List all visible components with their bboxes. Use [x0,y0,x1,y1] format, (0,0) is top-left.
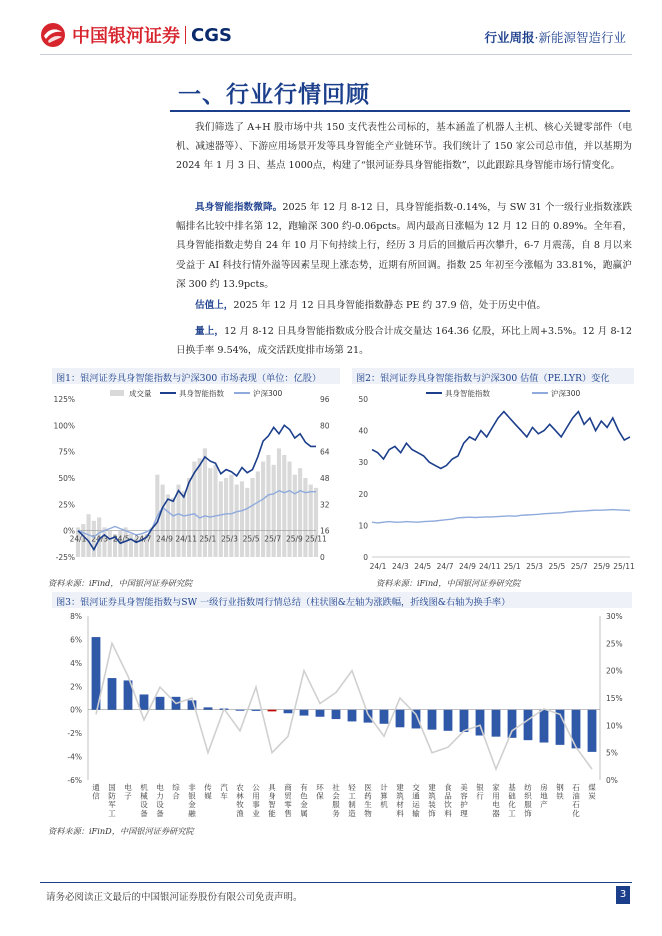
chart1-volume-bar [293,475,297,557]
chart1-x-tick: 25/9 [285,534,303,544]
chart3-bar-change [508,710,517,738]
paragraph-index-lead: 具身智能指数微降。 [195,202,283,213]
figure-1-title: 图1：银河证券具身智能指数与沪深300 市场表现（单位：亿股） [52,368,340,384]
chart3-bar-change [332,710,341,719]
chart3-category-label: 农林牧渔 [236,783,244,818]
chart1-x-tick: 25/3 [221,534,238,544]
chart3-bar-change [284,710,293,714]
industry-label: ·新能源智造行业 [534,30,626,45]
chart1-y-right-tick: 80 [320,421,330,431]
chart2-x-tick: 25/5 [548,562,566,571]
figure-3-chart [48,608,636,820]
chart1-legend-volume-label: 成交量 [129,389,152,398]
chart1-x-tick: 25/1 [199,534,217,544]
chart3-y-left-tick: -6% [67,776,82,785]
paragraph-volume-lead: 量上， [195,326,225,337]
chart2-legend-index-label: 具身智能指数 [445,389,490,398]
chart1-y-right-tick: 16 [320,526,330,536]
chart3-category-label: 钢铁 [556,783,564,801]
chart1-volume-bar [245,488,249,557]
chart3-bar-change [428,710,437,730]
section-title: 一、行业行情回顾 [178,82,370,108]
chart3-category-label: 建筑材料 [396,783,404,818]
header-report-label [485,28,627,46]
chart2-x-tick: 24/5 [414,562,432,571]
chart3-bar-change [460,710,469,732]
chart1-volume-bar [176,485,180,557]
footer-divider [40,882,632,883]
chart3-category-label: 银行 [476,783,484,801]
chart3-series-turnover [96,643,592,769]
chart3-category-label: 商贸零售 [284,783,292,818]
chart1-volume-bar [187,478,191,557]
chart3-bar-change [236,710,245,711]
chart3-category-label: 计算机 [380,783,388,810]
chart3-category-label: 社会服务 [332,783,340,818]
chart2-x-tick: 25/7 [570,562,588,571]
chart3-y-right-tick: 30% [606,612,623,621]
page-number: 3 [616,886,630,904]
chart2-y-tick: 40 [358,426,368,436]
chart3-bar-change [348,710,357,722]
chart3-category-label: 机械设备 [140,783,148,818]
chart2-y-tick: 10 [358,521,368,531]
chart1-y-right-tick: 96 [320,395,330,404]
chart1-volume-bar [240,481,244,557]
chart2-y-tick: 0 [363,553,368,562]
chart1-x-tick: 24/1 [69,534,87,544]
footer-disclaimer: 请务必阅读正文最后的中国银河证券股份有限公司免责声明。 [46,892,303,903]
header-divider [40,54,632,55]
chart1-y-right-tick: 0 [320,553,325,562]
chart3-category-label: 传媒 [204,783,212,801]
chart1-x-tick: 25/7 [264,534,282,544]
chart3-y-left-tick: 8% [70,612,82,621]
chart2-x-tick: 24/7 [436,562,454,571]
chart3-y-left-tick: -4% [67,752,82,762]
chart3-category-label: 国防军工 [108,783,116,818]
chart1-x-tick: 24/7 [134,534,152,544]
chart1-x-tick: 25/11 [305,534,327,544]
chart1-volume-bar [161,485,165,557]
chart3-category-label: 房地产 [540,783,548,810]
figure-2-title: 图2：银河证券具身智能指数与沪深300 估值（PE.LYR）变化 [352,368,634,384]
chart3-bar-change [268,710,277,712]
chart3-bar-change [364,710,373,723]
chart2-x-tick: 24/3 [391,562,409,571]
chart1-volume-bar [166,494,170,557]
chart3-bar-change [140,694,149,709]
chart1-volume-bar [309,485,313,557]
chart3-category-label: 建筑装饰 [428,783,436,818]
chart3-y-left-tick: 6% [70,635,82,645]
chart3-bar-change [396,710,405,728]
chart3-y-right-tick: 15% [606,694,623,703]
chart1-volume-bar [235,485,239,557]
chart3-bar-change [492,710,501,737]
chart1-x-tick: 24/3 [91,534,109,544]
chart3-y-left-tick: 4% [70,658,82,668]
chart3-y-left-tick: -2% [67,729,82,739]
chart3-category-label: 具身智能 [268,783,276,818]
chart1-volume-bar [314,488,318,557]
figure-1-chart [48,385,344,575]
chart3-bar-change [108,678,117,710]
paragraph-volume-body: 12 月 8-12 日具身智能指数成分股合计成交量达 164.36 亿股，环比上周+3.5%。12 月 8-12 日换手率 9.54%，成交活跃度排市场第 21。 [176,326,632,357]
chart3-category-label: 美容护理 [460,783,468,818]
figure-2-source: 资料来源：iFind，中国银河证券研究院 [376,578,521,588]
paragraph-intro: 我们筛选了 A+H 股市场中共 150 支代表性公司标的，基本涵盖了机器人主机、核心关键零部件（电机、减速器等）、下游应用场景开发等具身智能全产业链环节。我们统计了 150 家公司总市值，并以基期为 2024 年 1 月 3 日、基点 1000点，构建了“银河证券具身智能指数”，以此跟踪具身智能市场行情变化。 [176,122,632,172]
chart3-y-right-tick: 0% [606,776,618,785]
chart1-legend-hs300-label: 沪深300 [253,389,283,398]
chart3-category-label: 通信 [92,783,100,801]
chart1-volume-bar [256,471,260,557]
chart3-category-label: 基础化工 [508,783,516,818]
chart1-y-left-tick: 50% [58,474,75,483]
chart3-category-label: 纺织服饰 [524,783,532,818]
figure-1-source: 资料来源：iFind，中国银河证券研究院 [48,578,193,588]
chart1-volume-bar [108,531,112,557]
chart3-category-label: 石油石化 [572,783,580,818]
chart1-y-left-tick: 25% [58,500,75,510]
chart1-y-left-tick: 100% [53,421,75,431]
chart3-bar-change [380,710,389,724]
figure-3-source: 资料来源：iFinD，中国银河证券研究院 [48,826,194,836]
chart3-category-label: 非银金融 [188,783,196,818]
section-title-rule [170,110,630,112]
chart3-y-right-tick: 5% [606,748,618,758]
chart1-x-tick: 24/9 [156,534,173,544]
brand-logo [40,22,232,48]
chart3-category-label: 食品饮料 [444,783,452,818]
chart3-category-label: 电力设备 [156,783,164,818]
chart3-bar-change [540,710,549,743]
chart3-category-label: 交通运输 [412,783,420,818]
chart3-bar-change [524,710,533,740]
chart3-bar-change [204,707,213,709]
chart1-volume-bar [303,478,307,557]
chart2-x-tick: 24/1 [369,562,387,571]
chart3-category-label: 电子 [124,783,132,801]
chart3-category-label: 环保 [316,783,324,801]
report-type: 行业周报 [484,30,535,45]
chart2-series-hs300 [372,510,630,523]
chart3-category-label: 轻工制造 [348,783,356,818]
chart3-category-label: 家用电器 [492,783,500,818]
chart3-bar-change [412,710,421,729]
paragraph-volume [176,322,632,360]
chart2-x-tick: 24/11 [479,562,501,571]
paragraph-valuation [176,296,632,315]
chart1-y-right-tick: 64 [320,447,330,457]
chart2-x-tick: 25/1 [503,562,521,571]
chart2-x-tick: 24/9 [459,562,476,571]
chart1-x-tick: 25/5 [242,534,260,544]
chart1-volume-bar [250,478,254,557]
chart3-bar-change [316,710,325,717]
chart2-legend-hs300-label: 沪深300 [551,389,581,398]
chart2-x-tick: 25/3 [526,562,543,571]
chart3-bar-change [588,710,597,752]
chart3-y-left-tick: 0% [70,705,82,715]
brand-separator [185,26,186,44]
paragraph-index-body: 2025 年 12 月 8-12 日，具身智能指数-0.14%，与 SW 31 个一级行业指数涨跌幅排名比较中排名第 12，跑输深 300 约-0.06pcts。周内最高日涨幅为 12 月 12 日的 0.89%。全年看，具身智能指数走势自 24 年 10 月下旬持续上行，经历 3 月后的回撤后再次攀升，6-7 月震荡，自 8 月以来受益于 AI 科技行情外溢等因素呈现上涨态势，近期有所回调。指数 25 年初至今涨幅为 33.81%，跑赢沪深 300 约 13.9pcts。 [176,202,633,290]
chart2-y-tick: 50 [358,395,368,404]
chart3-category-label: 有色金属 [300,783,308,818]
chart1-y-left-tick: 0% [63,526,75,536]
chart1-volume-bar [224,478,228,557]
chart3-category-label: 综合 [172,783,180,801]
chart3-bar-change [252,710,261,711]
chart3-y-right-tick: 10% [606,721,623,731]
chart3-y-right-tick: 25% [606,639,623,649]
brand-abbr: CGS [191,24,232,46]
chart3-y-left-tick: 2% [70,682,82,692]
chart1-y-right-tick: 48 [320,474,330,483]
chart3-bar-change [300,710,309,716]
chart3-bar-change [444,710,453,731]
chart3-category-label: 汽车 [220,783,228,801]
chart2-series-index [372,412,630,469]
chart3-bar-change [156,697,165,710]
chart1-x-tick: 24/11 [175,534,197,544]
chart1-legend-index-label: 具身智能指数 [179,389,224,398]
chart3-category-label: 公用事业 [252,783,260,818]
chart2-y-tick: 30 [358,458,368,468]
chart3-category-label: 煤炭 [588,783,596,801]
chart1-y-left-tick: 125% [53,395,75,404]
chart3-y-right-tick: 20% [606,666,623,676]
chart3-category-label: 医药生物 [364,783,372,818]
chart1-y-left-tick: 75% [58,447,75,457]
chart1-y-left-tick: -25% [55,553,75,562]
chart1-volume-bar [219,481,223,557]
figure-3-title: 图3：银河证券具身智能指数与SW 一级行业指数周行情总结（柱状图&左轴为涨跌幅，折线图&右轴为换手率） [52,592,632,608]
chart1-y-right-tick: 32 [320,500,330,510]
chart2-y-tick: 20 [358,489,368,499]
paragraph-valuation-lead: 估值上， [195,300,234,311]
figure-2-chart [346,385,636,575]
chart2-x-tick: 25/9 [593,562,611,571]
chart1-x-tick: 24/5 [112,534,130,544]
chart2-x-tick: 25/11 [613,562,635,571]
chart1-legend-volume-swatch [110,390,124,396]
brand-name: 中国银河证券 [72,26,180,47]
chart1-volume-bar [182,491,186,557]
cgs-logo-icon [40,22,66,48]
chart1-volume-bar [229,475,233,557]
chart1-volume-bar [171,498,175,557]
paragraph-valuation-body: 2025 年 12 月 12 日具身智能指数静态 PE 约 37.9 倍，处于历史中值。 [233,300,546,311]
paragraph-index [176,198,632,294]
